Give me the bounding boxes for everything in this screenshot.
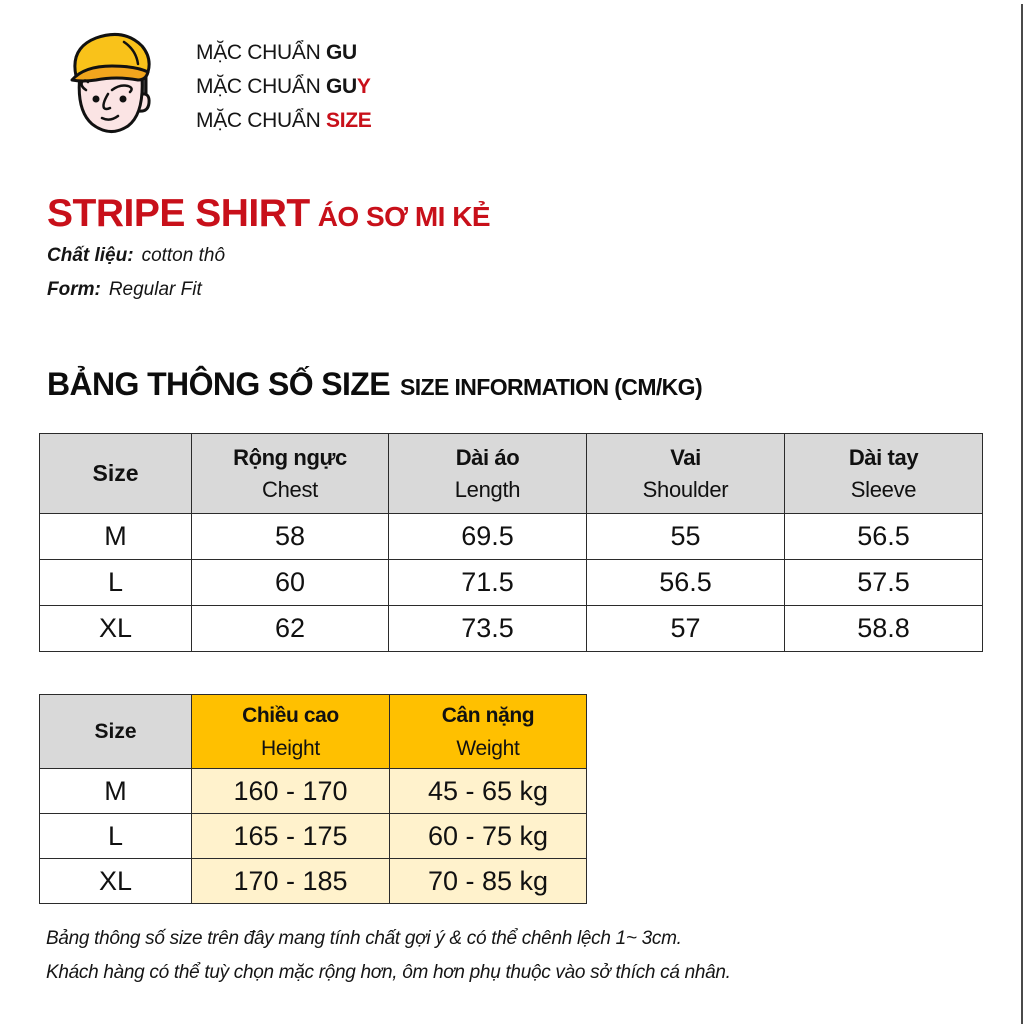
table-row <box>40 514 983 560</box>
cell-chest: 58 <box>192 514 389 560</box>
cell-size: M <box>40 514 192 560</box>
table-header-row <box>40 434 983 514</box>
brand-slogans <box>196 36 372 138</box>
product-title-en: STRIPE SHIRT <box>47 192 310 235</box>
slogan-line: MẶC CHUẨN GU <box>196 41 357 64</box>
table-row <box>40 859 587 904</box>
note-line: Khách hàng có thể tuỳ chọn mặc rộng hơn, ôm hơn phụ thuộc vào sở thích cá nhân. <box>46 962 731 983</box>
slogan-line: MẶC CHUẨN SIZE <box>196 109 372 132</box>
fit-table <box>39 694 587 904</box>
cell-length: 71.5 <box>389 560 587 606</box>
cell-size: M <box>40 769 192 814</box>
cell-height: 165 - 175 <box>192 814 390 859</box>
cell-weight: 45 - 65 kg <box>390 769 587 814</box>
table-row <box>40 560 983 606</box>
size-notes <box>46 922 731 990</box>
form-label: Form: <box>47 279 101 300</box>
mascot-guy-cap-icon <box>66 28 158 136</box>
column-header-chest: Rộng ngực Chest <box>192 434 389 514</box>
slogan-line: MẶC CHUẨN GUY <box>196 75 371 98</box>
cell-shoulder: 55 <box>587 514 785 560</box>
cell-chest: 62 <box>192 606 389 652</box>
form-value: Regular Fit <box>108 279 202 300</box>
section-title-vi: BẢNG THÔNG SỐ SIZE <box>47 366 390 402</box>
table-header-row <box>40 695 587 769</box>
column-header-shoulder: Vai Shoulder <box>587 434 785 514</box>
cell-length: 73.5 <box>389 606 587 652</box>
measurements-table <box>39 433 983 652</box>
column-header-height: Chiều cao Height <box>192 695 390 769</box>
cell-size: XL <box>40 606 192 652</box>
column-header-size: Size <box>40 695 192 769</box>
cell-shoulder: 56.5 <box>587 560 785 606</box>
product-title-vi: ÁO SƠ MI KẺ <box>317 201 491 232</box>
size-section-title <box>47 366 702 403</box>
column-header-sleeve: Dài tay Sleeve <box>785 434 983 514</box>
cell-size: XL <box>40 859 192 904</box>
cell-chest: 60 <box>192 560 389 606</box>
column-header-size: Size <box>40 434 192 514</box>
table-row <box>40 769 587 814</box>
product-title <box>47 192 490 236</box>
material-spec <box>47 245 225 267</box>
cell-sleeve: 56.5 <box>785 514 983 560</box>
section-title-en: SIZE INFORMATION (CM/KG) <box>400 374 703 400</box>
column-header-length: Dài áo Length <box>389 434 587 514</box>
cell-length: 69.5 <box>389 514 587 560</box>
material-value: cotton thô <box>141 245 226 266</box>
cell-size: L <box>40 560 192 606</box>
table-row <box>40 814 587 859</box>
cell-shoulder: 57 <box>587 606 785 652</box>
cell-weight: 60 - 75 kg <box>390 814 587 859</box>
cell-height: 170 - 185 <box>192 859 390 904</box>
cell-sleeve: 57.5 <box>785 560 983 606</box>
page-edge-divider <box>1021 4 1023 1024</box>
cell-height: 160 - 170 <box>192 769 390 814</box>
note-line: Bảng thông số size trên đây mang tính chất gợi ý & có thể chênh lệch 1~ 3cm. <box>46 928 682 949</box>
form-spec <box>47 279 202 301</box>
column-header-weight: Cân nặng Weight <box>390 695 587 769</box>
material-label: Chất liệu: <box>47 245 134 266</box>
cell-sleeve: 58.8 <box>785 606 983 652</box>
cell-size: L <box>40 814 192 859</box>
cell-weight: 70 - 85 kg <box>390 859 587 904</box>
table-row <box>40 606 983 652</box>
